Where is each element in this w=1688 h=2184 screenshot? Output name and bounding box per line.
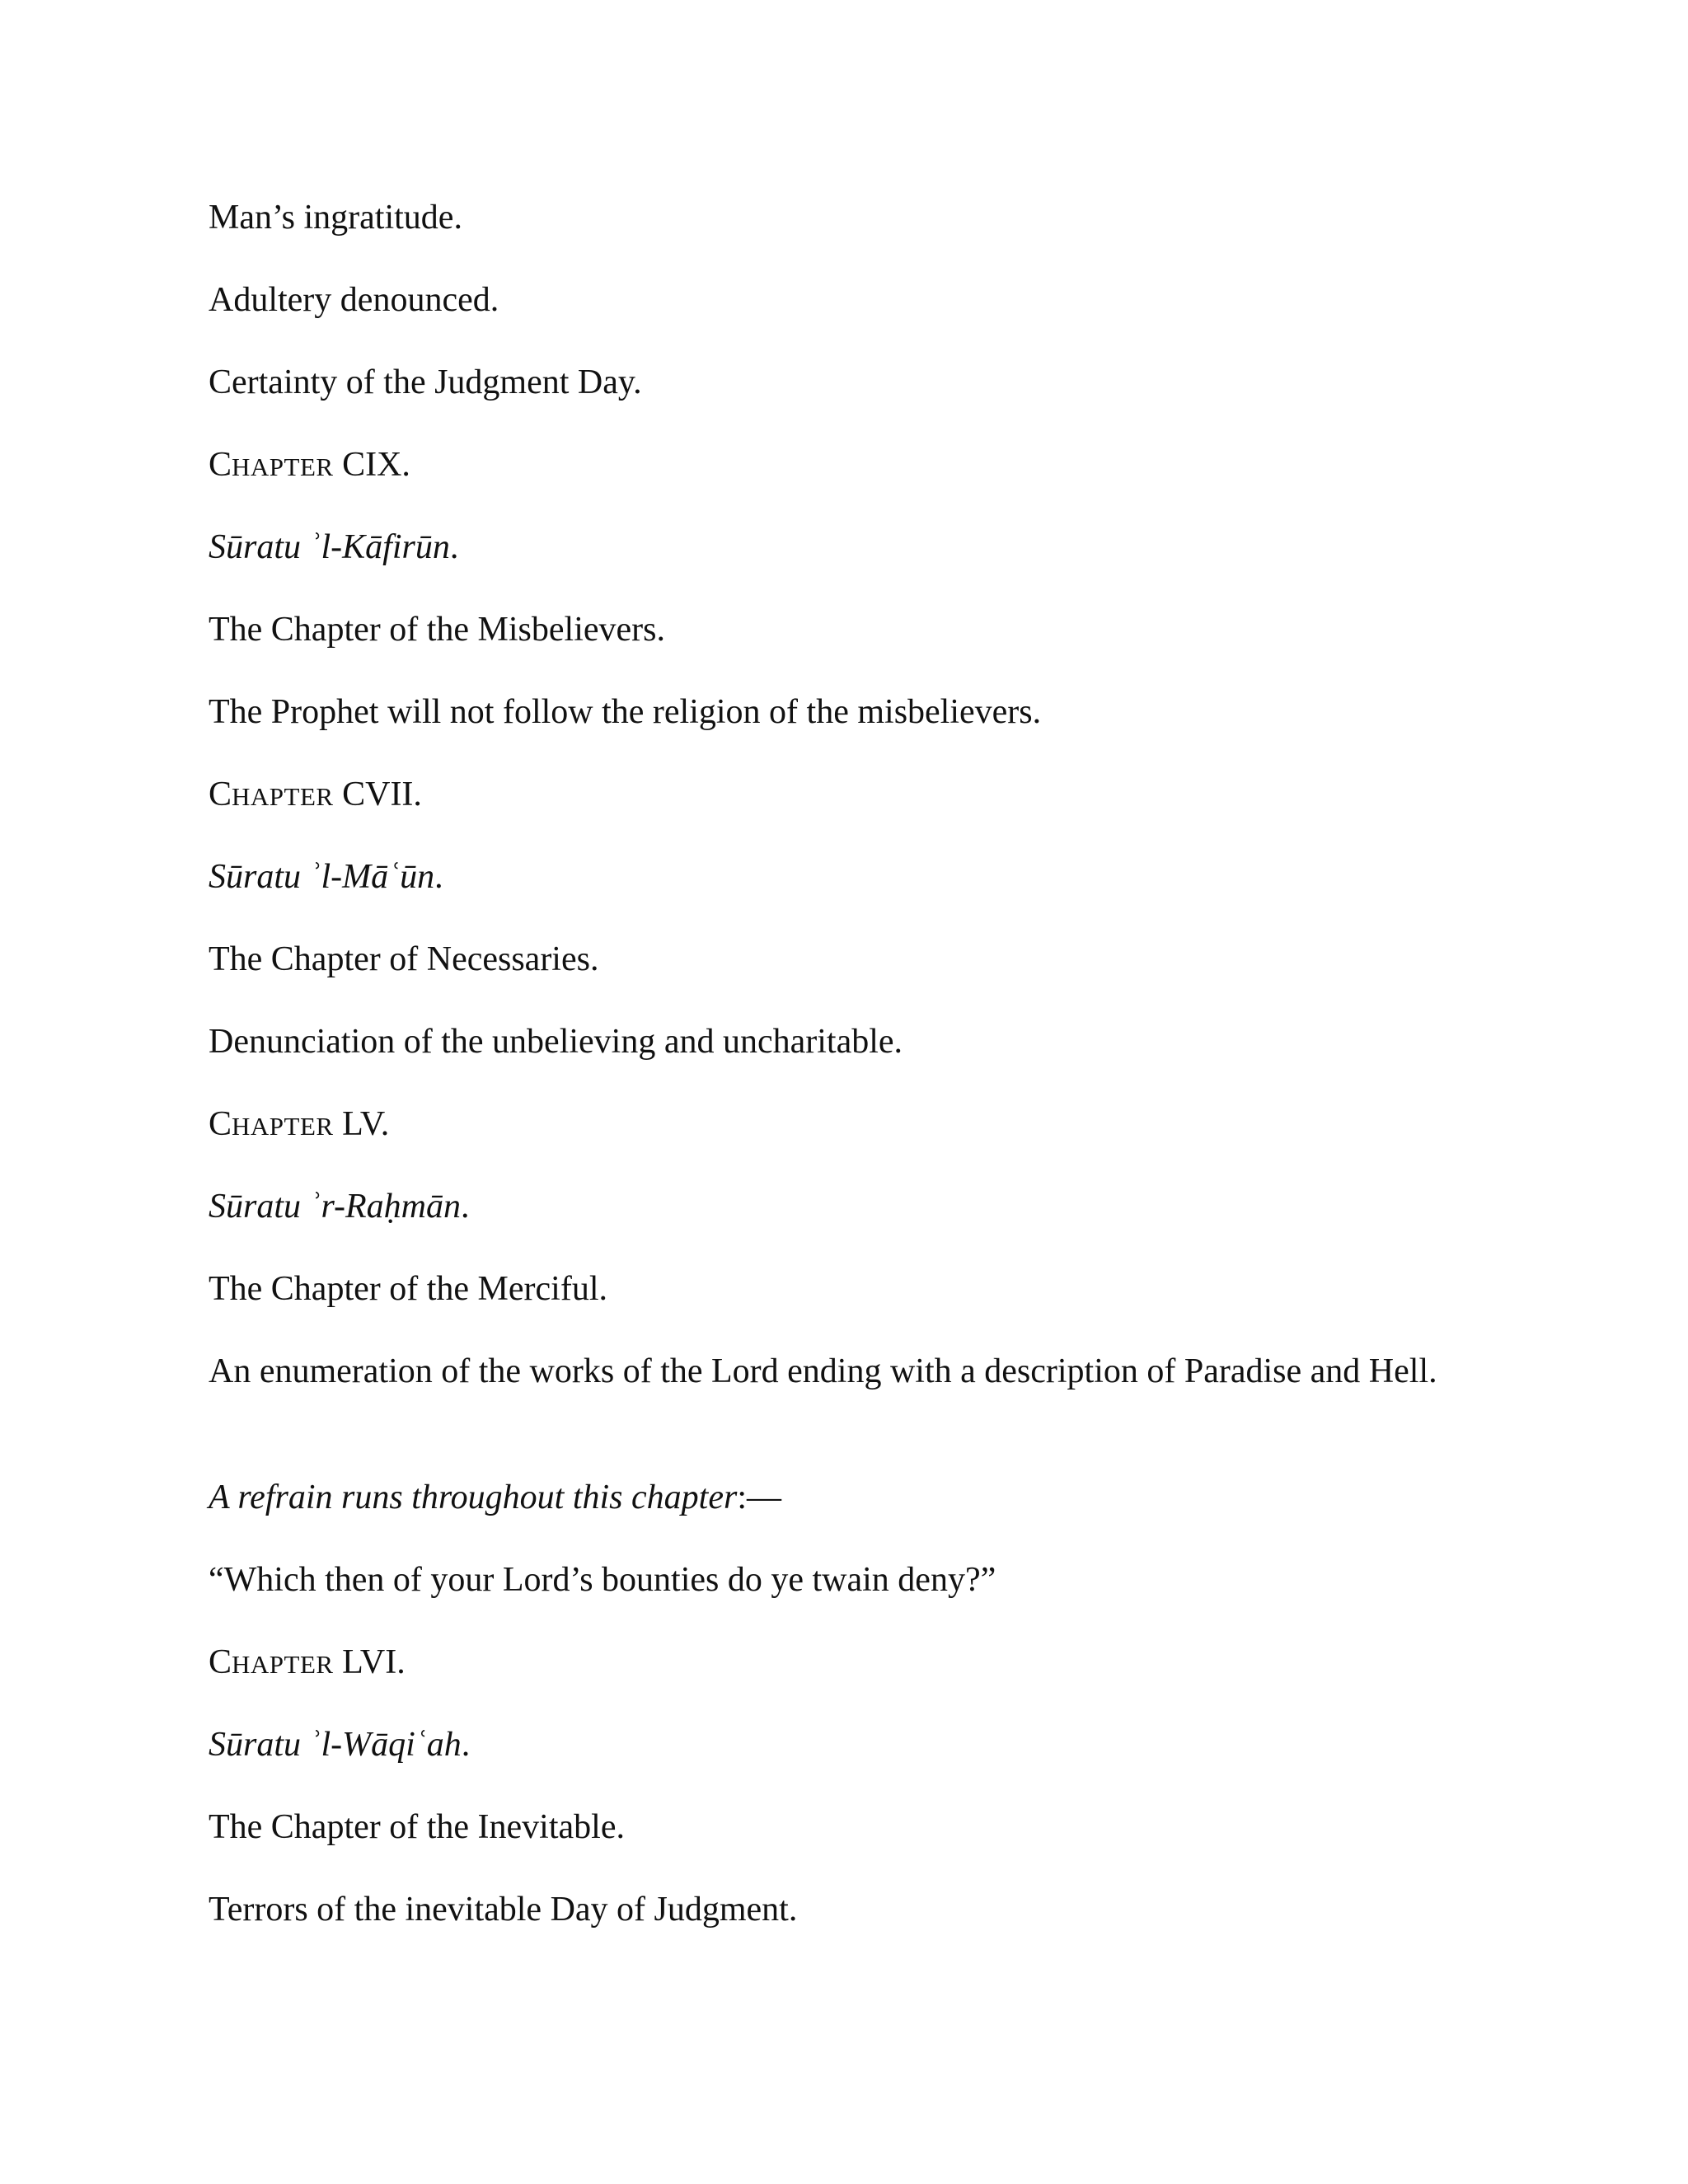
chapter-number: LV. — [333, 1105, 390, 1143]
refrain-label: A refrain runs throughout this chapter — [209, 1479, 738, 1516]
summary-text: Denunciation of the unbelieving and uncharitable. — [209, 1023, 903, 1061]
chapter-number: CIX. — [333, 446, 410, 484]
surah-name: Sūratu ʾl-Wāqiʿah — [209, 1726, 462, 1764]
summary-text: Man’s ingratitude. — [209, 199, 462, 237]
chapter-word-initial: C — [209, 1643, 232, 1681]
chapter-heading — [209, 775, 422, 817]
summary-text: The Chapter of Necessaries. — [209, 940, 599, 978]
summary-text: Certainty of the Judgment Day. — [209, 363, 642, 401]
summary-text: The Chapter of the Misbelievers. — [209, 611, 665, 649]
summary-text: “Which then of your Lord’s bounties do ye twain deny?” — [209, 1561, 996, 1599]
surah-punct: . — [461, 1726, 471, 1764]
chapter-word-initial: C — [209, 776, 232, 813]
surah-title — [209, 527, 458, 567]
chapter-word-rest: HAPTER — [232, 452, 334, 481]
chapter-english-title — [209, 610, 665, 649]
surah-punct: . — [434, 858, 443, 896]
refrain-punct: :— — [737, 1479, 781, 1516]
chapter-heading — [209, 1104, 389, 1146]
summary-text: Adultery denounced. — [209, 281, 499, 319]
chapter-english-title — [209, 940, 598, 979]
surah-title — [209, 1187, 469, 1226]
chapter-number: LVI. — [333, 1643, 406, 1681]
summary-text: The Prophet will not follow the religion of the misbelievers. — [209, 693, 1042, 731]
chapter-word-rest: HAPTER — [232, 1650, 334, 1679]
summary-line — [209, 692, 1041, 732]
surah-title — [209, 1725, 470, 1765]
chapter-english-title — [209, 1269, 607, 1309]
chapter-heading — [209, 445, 410, 487]
chapter-word-rest: HAPTER — [232, 1112, 334, 1141]
chapter-number: CVII. — [333, 776, 422, 813]
surah-name: Sūratu ʾr-Raḥmān — [209, 1188, 461, 1226]
chapter-word-initial: C — [209, 446, 232, 484]
summary-line — [209, 280, 499, 320]
summary-text: The Chapter of the Merciful. — [209, 1270, 607, 1308]
summary-text: The Chapter of the Inevitable. — [209, 1808, 625, 1846]
document-page — [209, 0, 1494, 2184]
summary-line — [209, 198, 462, 237]
summary-paragraph — [209, 1352, 1494, 1391]
chapter-word-initial: C — [209, 1105, 232, 1143]
chapter-heading — [209, 1643, 406, 1685]
chapter-english-title — [209, 1807, 625, 1847]
refrain-note — [209, 1478, 781, 1517]
surah-name: Sūratu ʾl-Māʿūn — [209, 858, 435, 896]
summary-text: An enumeration of the works of the Lord ending with a description of Paradise and Hell. — [209, 1352, 1437, 1390]
summary-line — [209, 1890, 797, 1929]
surah-punct: . — [460, 1188, 470, 1226]
refrain-quote — [209, 1560, 996, 1600]
surah-name: Sūratu ʾl-Kāfirūn — [209, 528, 450, 566]
surah-title — [209, 857, 443, 897]
summary-line — [209, 363, 642, 402]
summary-line — [209, 1022, 903, 1062]
summary-text: Terrors of the inevitable Day of Judgment. — [209, 1891, 798, 1929]
chapter-word-rest: HAPTER — [232, 782, 334, 811]
surah-punct: . — [449, 528, 459, 566]
